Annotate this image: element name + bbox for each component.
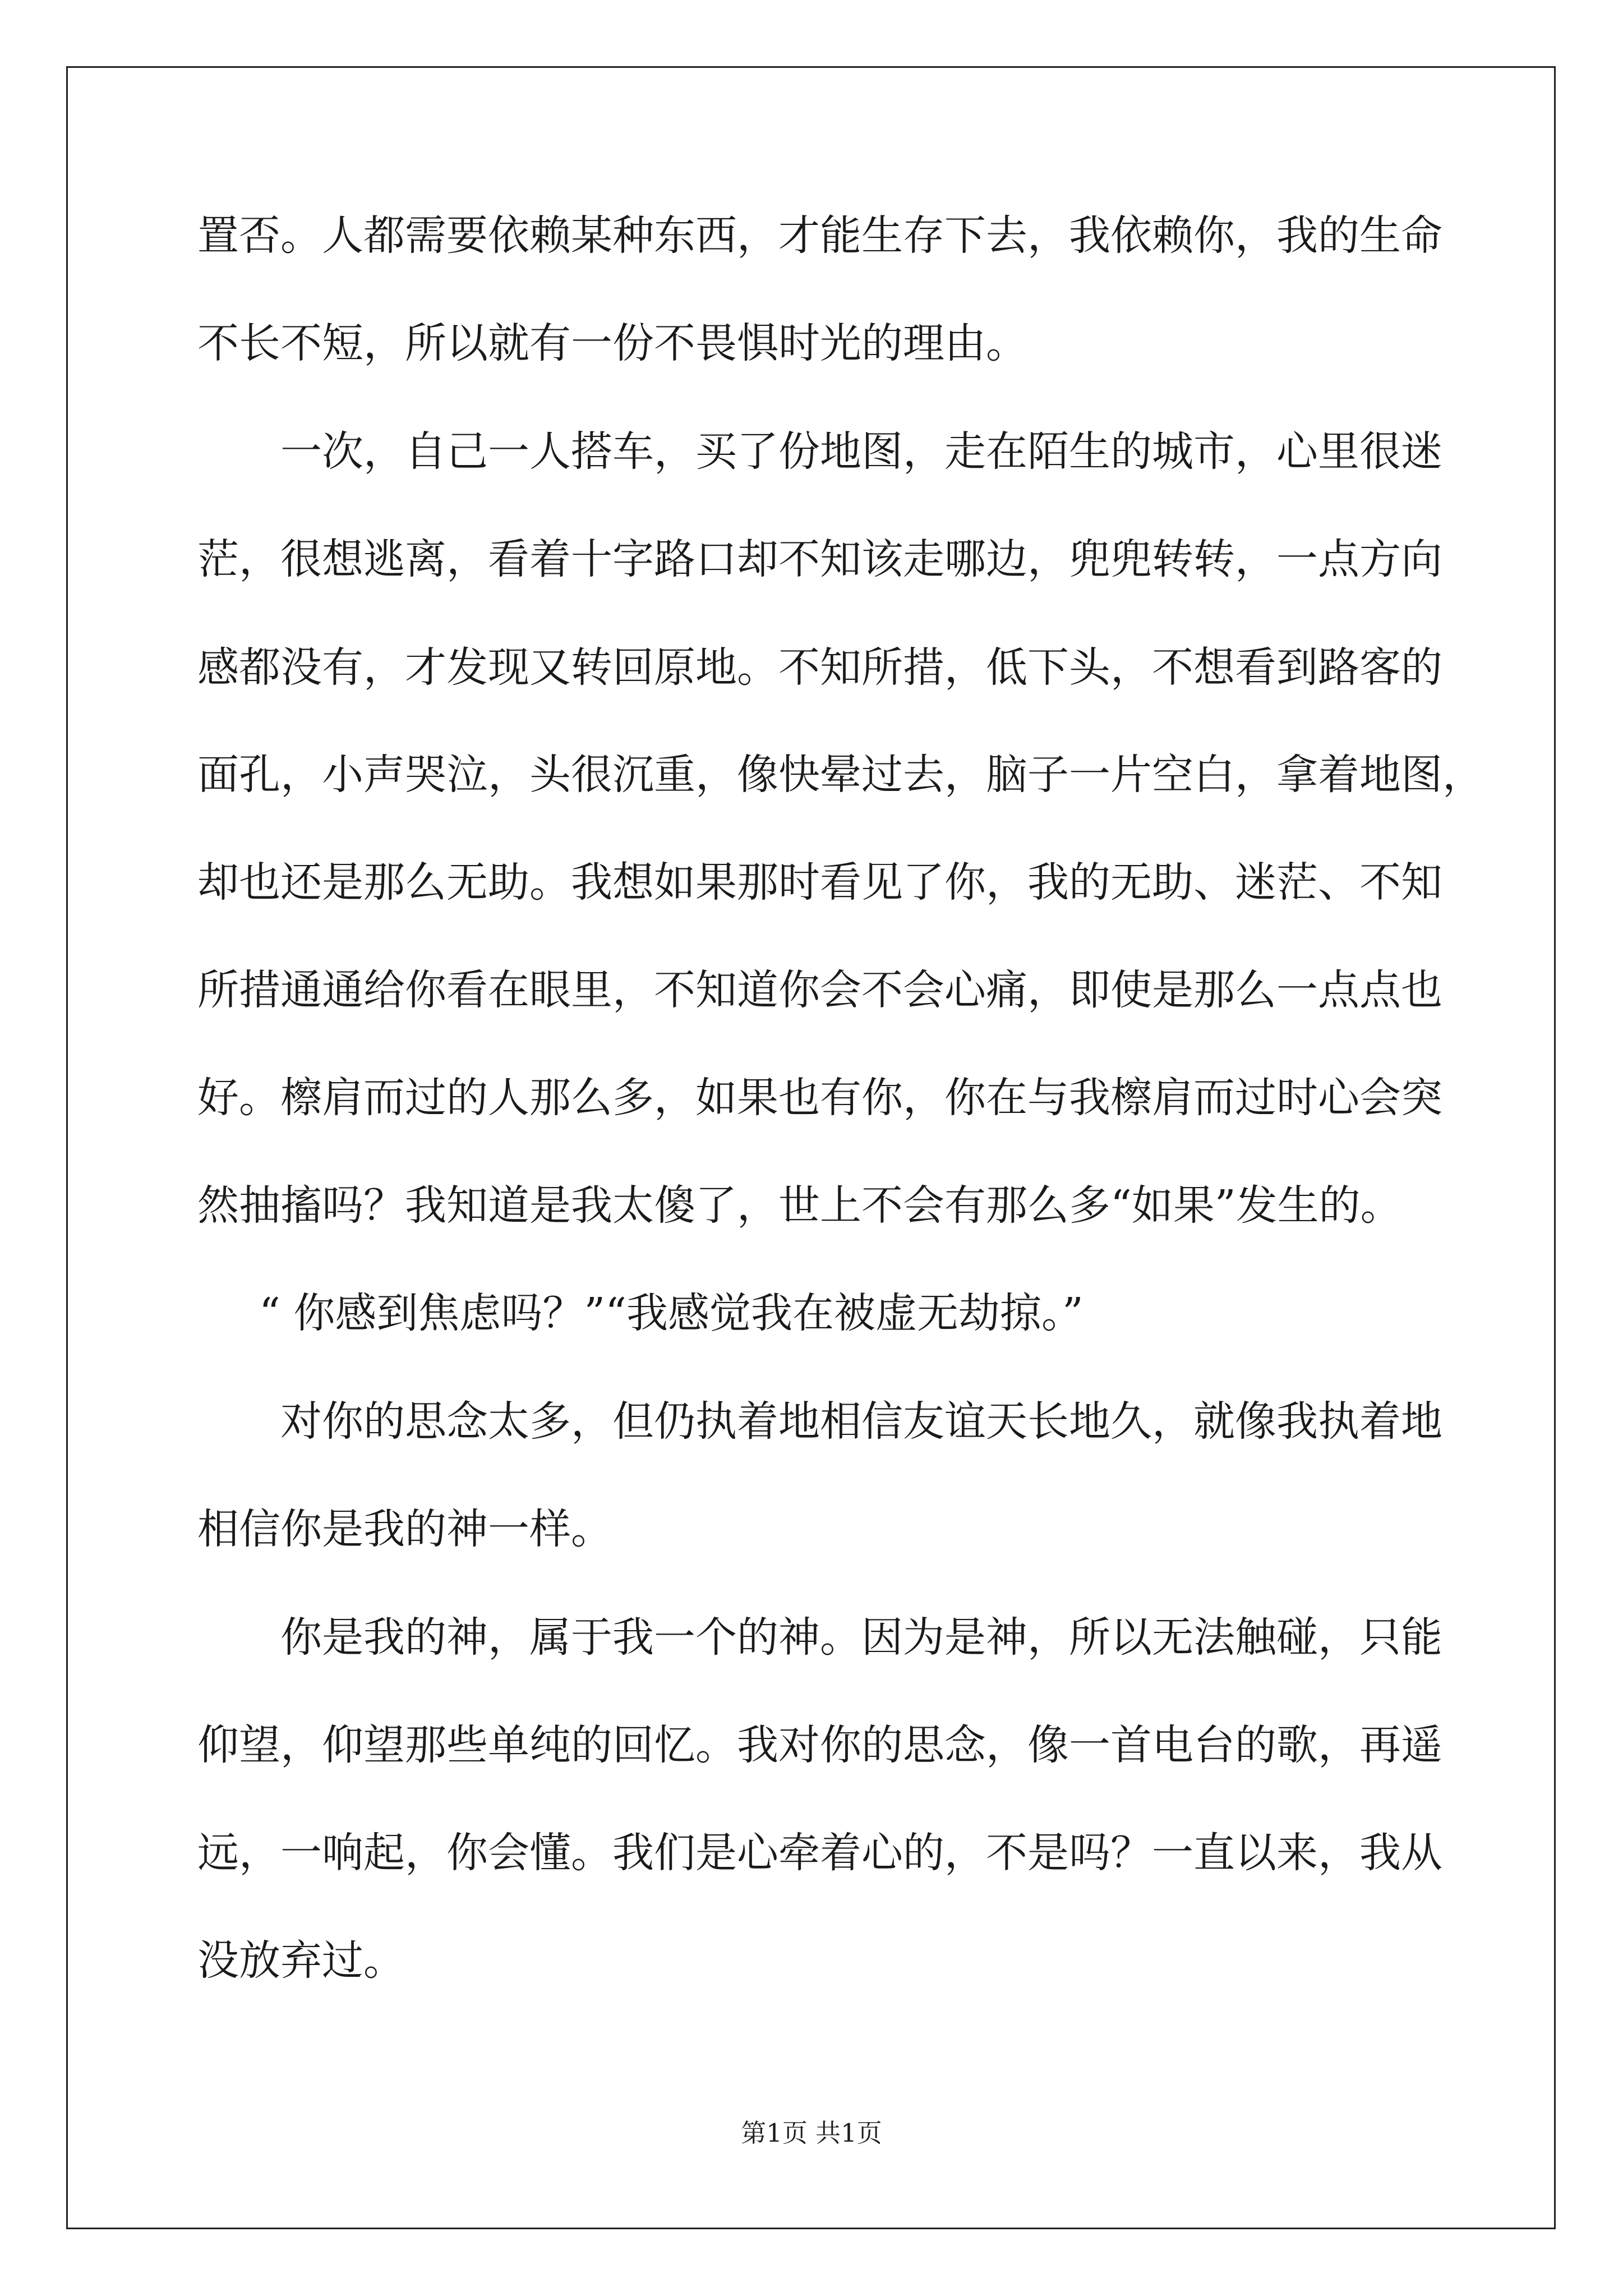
text-line: 所措通通给你看在眼里，不知道你会不会心痛，即使是那么一点点也 <box>197 966 1442 1014</box>
text-line: 置否。人都需要依赖某种东西，才能生存下去，我依赖你，我的生命 <box>197 211 1442 260</box>
text-line: 对你的思念太多，但仍执着地相信友谊天长地久，就像我执着地 <box>280 1397 1442 1446</box>
text-line: 感都没有，才发现又转回原地。不知所措，低下头，不想看到路客的 <box>197 643 1442 692</box>
page-border <box>66 66 1556 2229</box>
text-line: 没放弃过。 <box>197 1936 405 1985</box>
text-line: 相信你是我的神一样。 <box>197 1505 612 1553</box>
page-footer: 第1页 共1页 <box>741 2118 882 2148</box>
text-line: 茫，很想逃离，看着十字路口却不知该走哪边，兜兜转转，一点方向 <box>197 535 1442 583</box>
text-line: 仰望，仰望那些单纯的回忆。我对你的思念，像一首电台的歌，再遥 <box>197 1721 1442 1769</box>
text-line: 一次，自己一人搭车，买了份地图，走在陌生的城市，心里很迷 <box>280 427 1442 476</box>
text-line: 你是我的神，属于我一个的神。因为是神，所以无法触碰，只能 <box>280 1613 1442 1662</box>
text-line: 然抽搐吗？我知道是我太傻了，世上不会有那么多“如果”发生的。 <box>197 1181 1402 1230</box>
text-line: 却也还是那么无助。我想如果那时看见了你，我的无助、迷茫、不知 <box>197 858 1442 907</box>
text-line: 好。檫肩而过的人那么多，如果也有你，你在与我檫肩而过时心会突 <box>197 1074 1442 1122</box>
text-line: 面孔，小声哭泣，头很沉重，像快晕过去，脑子一片空白，拿着地图， <box>197 751 1484 799</box>
text-line: 不长不短，所以就有一份不畏惧时光的理由。 <box>197 319 1027 367</box>
text-line: 远，一响起，你会懂。我们是心牵着心的，不是吗？一直以来，我从 <box>197 1829 1442 1877</box>
text-line: “ 你感到焦虑吗？”“我感觉我在被虚无劫掠。” <box>259 1289 1083 1337</box>
